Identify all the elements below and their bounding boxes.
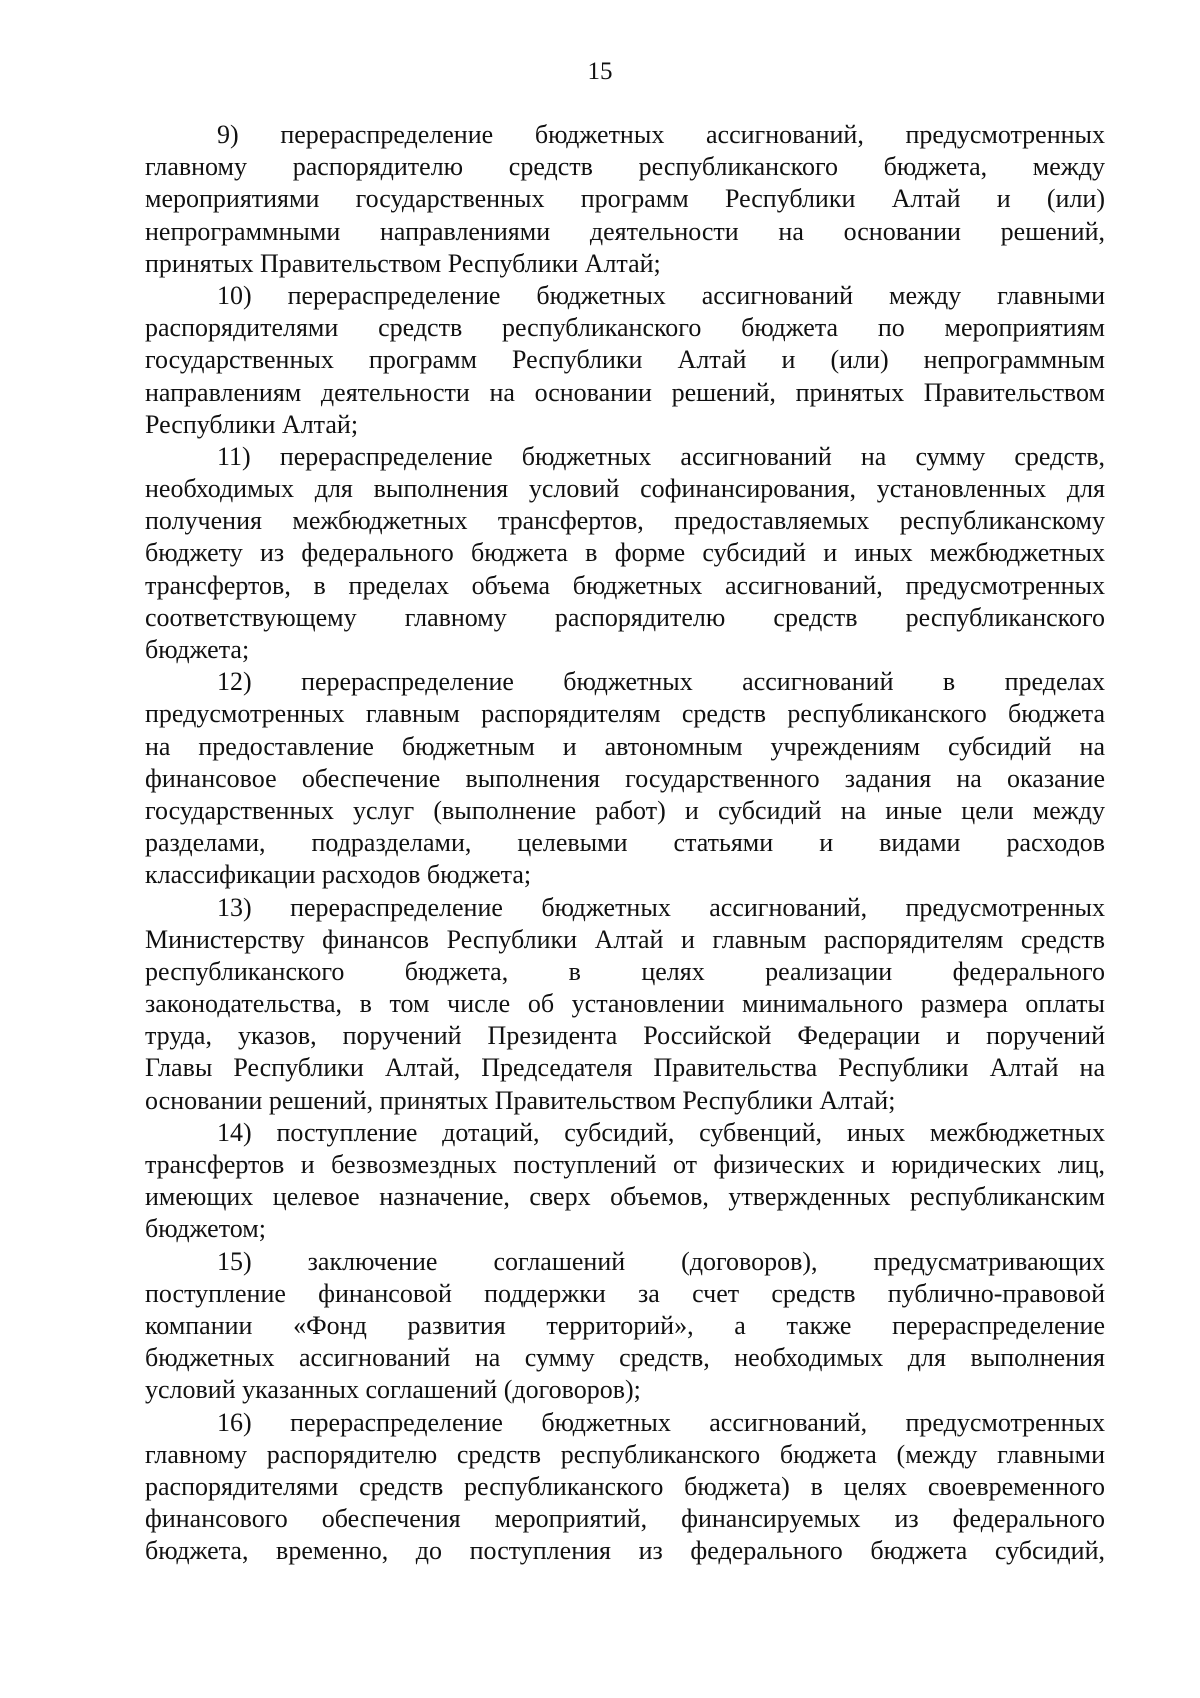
paragraph-line: условий указанных соглашений (договоров); (145, 1375, 641, 1405)
page-number: 15 (587, 58, 613, 85)
paragraph-line: основании решений, принятых Правительством Республики Алтай; (145, 1085, 896, 1115)
paragraph-line: 11) перераспределение бюджетных ассигнований на сумму средств, (217, 441, 1105, 471)
paragraph-line: классификации расходов бюджета; (145, 860, 532, 890)
paragraph-line: получения межбюджетных трансфертов, предоставляемых республиканскому (145, 506, 1105, 536)
paragraph-line: государственных услуг (выполнение работ) и субсидий на иные цели между (145, 795, 1105, 825)
paragraph-line: мероприятиями государственных программ Республики Алтай и (или) (145, 184, 1105, 214)
paragraph-line: труда, указов, поручений Президента Российской Федерации и поручений (145, 1021, 1105, 1051)
paragraph-line: Министерству финансов Республики Алтай и главным распорядителям средств (145, 924, 1105, 954)
paragraph-item (145, 441, 1105, 666)
paragraph-item (145, 1246, 1105, 1407)
paragraph-line: трансфертов и безвозмездных поступлений от физических и юридических лиц, (145, 1150, 1105, 1179)
paragraph-line: главному распорядителю средств республиканского бюджета (между главными (145, 1439, 1105, 1469)
paragraph-line: непрограммными направлениями деятельности на основании решений, (145, 216, 1105, 246)
paragraph-line: Главы Республики Алтай, Председателя Правительства Республики Алтай на (145, 1053, 1105, 1083)
document-body (145, 119, 1105, 1567)
paragraph-line: 14) поступление дотаций, субсидий, субвенций, иных межбюджетных (217, 1117, 1105, 1147)
paragraph-line: соответствующему главному распорядителю средств республиканского (145, 602, 1105, 632)
paragraph-line: республиканского бюджета, в целях реализации федерального (145, 956, 1105, 986)
paragraph-line: направлениям деятельности на основании решений, принятых Правительством (145, 377, 1105, 407)
paragraph-line: бюджетом; (145, 1214, 266, 1244)
paragraph-line: 9) перераспределение бюджетных ассигнований, предусмотренных (217, 120, 1105, 149)
paragraph-line: разделами, подразделами, целевыми статьями и видами расходов (145, 828, 1105, 858)
paragraph-line: 13) перераспределение бюджетных ассигнований, предусмотренных (217, 892, 1105, 922)
paragraph-item (145, 119, 1105, 280)
paragraph-item (145, 1407, 1105, 1568)
paragraph-line: распорядителями средств республиканского бюджета по мероприятиям (145, 313, 1105, 343)
paragraph-line: финансового обеспечения мероприятий, финансируемых из федерального (145, 1504, 1105, 1534)
paragraph-line: главному распорядителю средств республиканского бюджета, между (145, 152, 1105, 182)
paragraph-line: бюджета, временно, до поступления из федерального бюджета субсидий, (145, 1536, 1105, 1566)
paragraph-line: 12) перераспределение бюджетных ассигнований в пределах (217, 667, 1105, 697)
paragraph-line: 10) перераспределение бюджетных ассигнований между главными (217, 280, 1105, 310)
paragraph-item (145, 892, 1105, 1117)
paragraph-line: необходимых для выполнения условий софинансирования, установленных для (145, 474, 1105, 504)
paragraph-line: трансфертов, в пределах объема бюджетных ассигнований, предусмотренных (145, 570, 1105, 600)
paragraph-line: на предоставление бюджетным и автономным учреждениям субсидий на (145, 731, 1105, 761)
paragraph-line: бюджета; (145, 635, 250, 664)
paragraph-line: 15) заключение соглашений (договоров), предусматривающих (217, 1246, 1105, 1276)
paragraph-line: бюджету из федерального бюджета в форме субсидий и иных межбюджетных (145, 538, 1105, 568)
paragraph-line: 16) перераспределение бюджетных ассигнований, предусмотренных (217, 1407, 1105, 1437)
paragraph-item (145, 1117, 1105, 1246)
paragraph-line: финансовое обеспечение выполнения государственного задания на оказание (145, 763, 1105, 793)
paragraph-line: распорядителями средств республиканского бюджета) в целях своевременного (145, 1471, 1105, 1501)
paragraph-line: имеющих целевое назначение, сверх объемов, утвержденных республиканским (145, 1182, 1105, 1212)
paragraph-line: поступление финансовой поддержки за счет средств публично-правовой (145, 1278, 1105, 1308)
paragraph-line: законодательства, в том числе об установлении минимального размера оплаты (145, 989, 1105, 1019)
paragraph-item (145, 666, 1105, 891)
paragraph-line: компании «Фонд развития территорий», а также перераспределение (145, 1310, 1105, 1340)
paragraph-line: бюджетных ассигнований на сумму средств, необходимых для выполнения (145, 1343, 1105, 1373)
paragraph-item (145, 280, 1105, 441)
paragraph-line: Республики Алтай; (145, 409, 359, 439)
paragraph-line: государственных программ Республики Алтай и (или) непрограммным (145, 345, 1105, 375)
paragraph-line: принятых Правительством Республики Алтай; (145, 248, 661, 278)
paragraph-line: предусмотренных главным распорядителям средств республиканского бюджета (145, 699, 1105, 729)
